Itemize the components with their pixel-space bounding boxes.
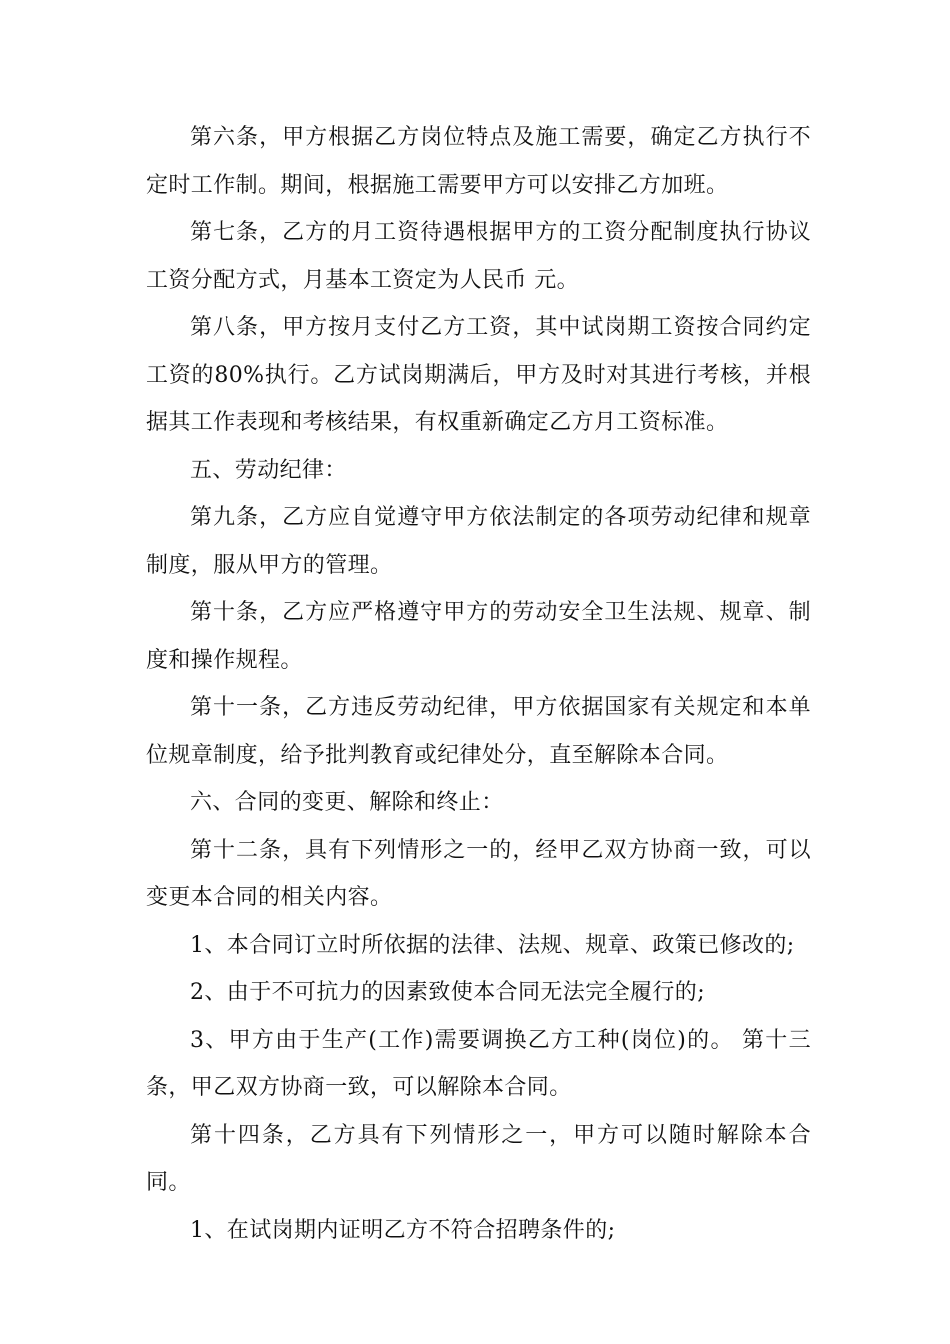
list-item-probation: 1、在试岗期内证明乙方不符合招聘条件的; <box>190 1217 616 1243</box>
document-body <box>146 114 811 1254</box>
list-item-1: 1、本合同订立时所依据的法律、法规、规章、政策已修改的; <box>190 932 795 958</box>
paragraph-article-9: 第九条，乙方应自觉遵守甲方依法制定的各项劳动纪律和规章制度，服从甲方的管理。 <box>146 505 811 578</box>
list-item-3-and-article-13: 3、甲方由于生产(工作)需要调换乙方工种(岗位)的。 第十三条，甲乙双方协商一致，可以解除本合同。 <box>146 1027 811 1100</box>
paragraph-article-12: 第十二条，具有下列情形之一的，经甲乙双方协商一致，可以变更本合同的相关内容。 <box>146 837 811 910</box>
paragraph-article-7: 第七条，乙方的月工资待遇根据甲方的工资分配制度执行协议工资分配方式，月基本工资定为人民币 元。 <box>146 220 811 293</box>
paragraph-article-10: 第十条，乙方应严格遵守甲方的劳动安全卫生法规、规章、制度和操作规程。 <box>146 600 811 673</box>
list-item-2: 2、由于不可抗力的因素致使本合同无法完全履行的; <box>190 980 706 1005</box>
paragraph-article-8: 第八条，甲方按月支付乙方工资，其中试岗期工资按合同约定工资的80%执行。乙方试岗期满后，甲方及时对其进行考核，并根据其工作表现和考核结果，有权重新确定乙方月工资标准。 <box>146 315 811 435</box>
section-heading-labor-discipline: 五、劳动纪律： <box>190 457 347 483</box>
paragraph-article-6: 第六条，甲方根据乙方岗位特点及施工需要，确定乙方执行不定时工作制。期间，根据施工需要甲方可以安排乙方加班。 <box>146 125 811 198</box>
section-heading-contract-changes: 六、合同的变更、解除和终止： <box>190 790 504 815</box>
paragraph-article-11: 第十一条，乙方违反劳动纪律，甲方依据国家有关规定和本单位规章制度，给予批判教育或纪律处分，直至解除本合同。 <box>146 695 811 768</box>
paragraph-article-14: 第十四条，乙方具有下列情形之一，甲方可以随时解除本合同。 <box>146 1122 811 1195</box>
